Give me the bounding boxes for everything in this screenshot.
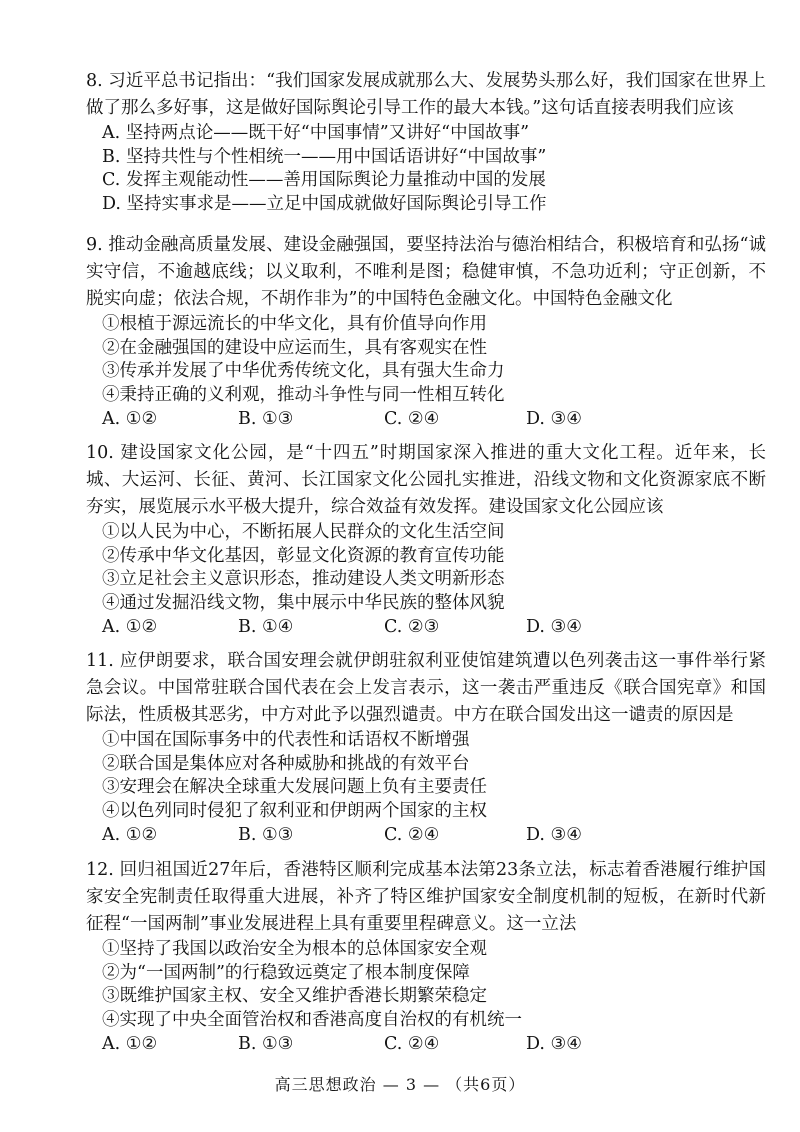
choice-a: A. ①② <box>102 617 158 637</box>
statement-item: ④实现了中央全面管治权和香港高度自治权的有机统一 <box>102 1009 522 1030</box>
question-9 <box>86 232 766 431</box>
statement-item: ④以色列同时侵犯了叙利亚和伊朗两个国家的主权 <box>102 800 487 821</box>
question-stem: 10. 建设国家文化公园，是“十四五”时期国家深入推进的重大文化工程。近年来，长城、大运河、长征、黄河、长江国家文化公园扎实推进，沿线文物和文化资源家底不断夯实，展览展示水平极大提升，综合效益有效发挥。建设国家文化公园应该 <box>86 443 766 517</box>
option-item: A. 坚持两点论——既干好“中国事情”又讲好“中国故事” <box>102 123 530 143</box>
statement-item: ①以人民为中心，不断拓展人民群众的文化生活空间 <box>102 522 505 542</box>
statement-list <box>86 729 766 823</box>
choice-d: D. ③④ <box>526 1034 582 1054</box>
option-list <box>86 122 766 216</box>
question-stem: 11. 应伊朗要求，联合国安理会就伊朗驻叙利亚使馆建筑遭以色列袭击这一事件举行紧急会议。中国常驻联合国代表在会上发言表示，这一袭击严重违反《联合国宪章》和国际法，性质极其恶劣，中方对此予以强烈谴责。中方在联合国发出这一谴责的原因是 <box>86 651 766 725</box>
question-10 <box>86 440 766 639</box>
statement-item: ①中国在国际事务中的代表性和话语权不断增强 <box>102 730 470 750</box>
option-item: C. 发挥主观能动性——善用国际舆论力量推动中国的发展 <box>102 170 546 190</box>
option-item: D. 坚持实事求是——立足中国成就做好国际舆论引导工作 <box>102 193 547 214</box>
statement-item: ③立足社会主义意识形态，推动建设人类文明新形态 <box>102 569 505 589</box>
answer-choices <box>86 407 766 431</box>
statement-list <box>86 521 766 615</box>
statement-item: ④秉持正确的义利观，推动斗争性与同一性相互转化 <box>102 384 505 405</box>
question-12 <box>86 857 766 1056</box>
statement-item: ③传承并发展了中华优秀传统文化，具有强大生命力 <box>102 361 505 381</box>
choice-a: A. ①② <box>102 409 158 429</box>
statement-item: ①根植于源远流长的中华文化，具有价值导向作用 <box>102 314 487 334</box>
choice-d: D. ③④ <box>526 409 582 429</box>
choice-d: D. ③④ <box>526 617 582 637</box>
statement-item: ②传承中华文化基因，彰显文化资源的教育宣传功能 <box>102 545 505 566</box>
page-footer: 高三思想政治 — 3 — （共6页） <box>274 1075 526 1094</box>
choice-c: C. ②③ <box>384 617 440 637</box>
choice-c: C. ②④ <box>384 1034 440 1054</box>
choice-d: D. ③④ <box>526 825 582 845</box>
question-stem: 8. 习近平总书记指出：“我们国家发展成就那么大、发展势头那么好，我们国家在世界上做了那么多好事，这是做好国际舆论引导工作的最大本钱。”这句话直接表明我们应该 <box>86 71 766 118</box>
statement-item: ③既维护国家主权、安全又维护香港长期繁荣稳定 <box>102 986 487 1006</box>
choice-b: B. ①④ <box>238 617 294 637</box>
choice-b: B. ①③ <box>238 825 294 845</box>
choice-a: A. ①② <box>102 1034 158 1054</box>
statement-item: ②在金融强国的建设中应运而生，具有客观实在性 <box>102 337 487 358</box>
choice-a: A. ①② <box>102 825 158 845</box>
statement-item: ④通过发掘沿线文物，集中展示中华民族的整体风貌 <box>102 592 505 613</box>
statement-list <box>86 313 766 407</box>
question-stem: 12. 回归祖国近27年后，香港特区顺利完成基本法第23条立法，标志着香港履行维护国家安全宪制责任取得重大进展，补齐了特区维护国家安全制度机制的短板，在新时代新征程“一国两制”事业发展进程上具有重要里程碑意义。这一立法 <box>86 860 766 934</box>
choice-b: B. ①③ <box>238 1034 294 1054</box>
statement-item: ②为“一国两制”的行稳致远奠定了根本制度保障 <box>102 962 470 983</box>
question-stem: 9. 推动金融高质量发展、建设金融强国，要坚持法治与德治相结合，积极培育和弘扬“诚实守信，不逾越底线；以义取利，不唯利是图；稳健审慎，不急功近利；守正创新，不脱实向虚；依法合规，不胡作非为”的中国特色金融文化。中国特色金融文化 <box>86 235 766 309</box>
answer-choices <box>86 823 766 847</box>
answer-choices <box>86 1032 766 1056</box>
question-8 <box>86 68 766 216</box>
statement-item: ②联合国是集体应对各种威胁和挑战的有效平台 <box>102 753 470 774</box>
answer-choices <box>86 615 766 639</box>
statement-list <box>86 938 766 1032</box>
statement-item: ③安理会在解决全球重大发展问题上负有主要责任 <box>102 777 487 797</box>
option-item: B. 坚持共性与个性相统一——用中国话语讲好“中国故事” <box>102 146 547 167</box>
choice-c: C. ②④ <box>384 409 440 429</box>
statement-item: ①坚持了我国以政治安全为根本的总体国家安全观 <box>102 939 487 959</box>
question-11 <box>86 648 766 847</box>
choice-c: C. ②④ <box>384 825 440 845</box>
choice-b: B. ①③ <box>238 409 294 429</box>
